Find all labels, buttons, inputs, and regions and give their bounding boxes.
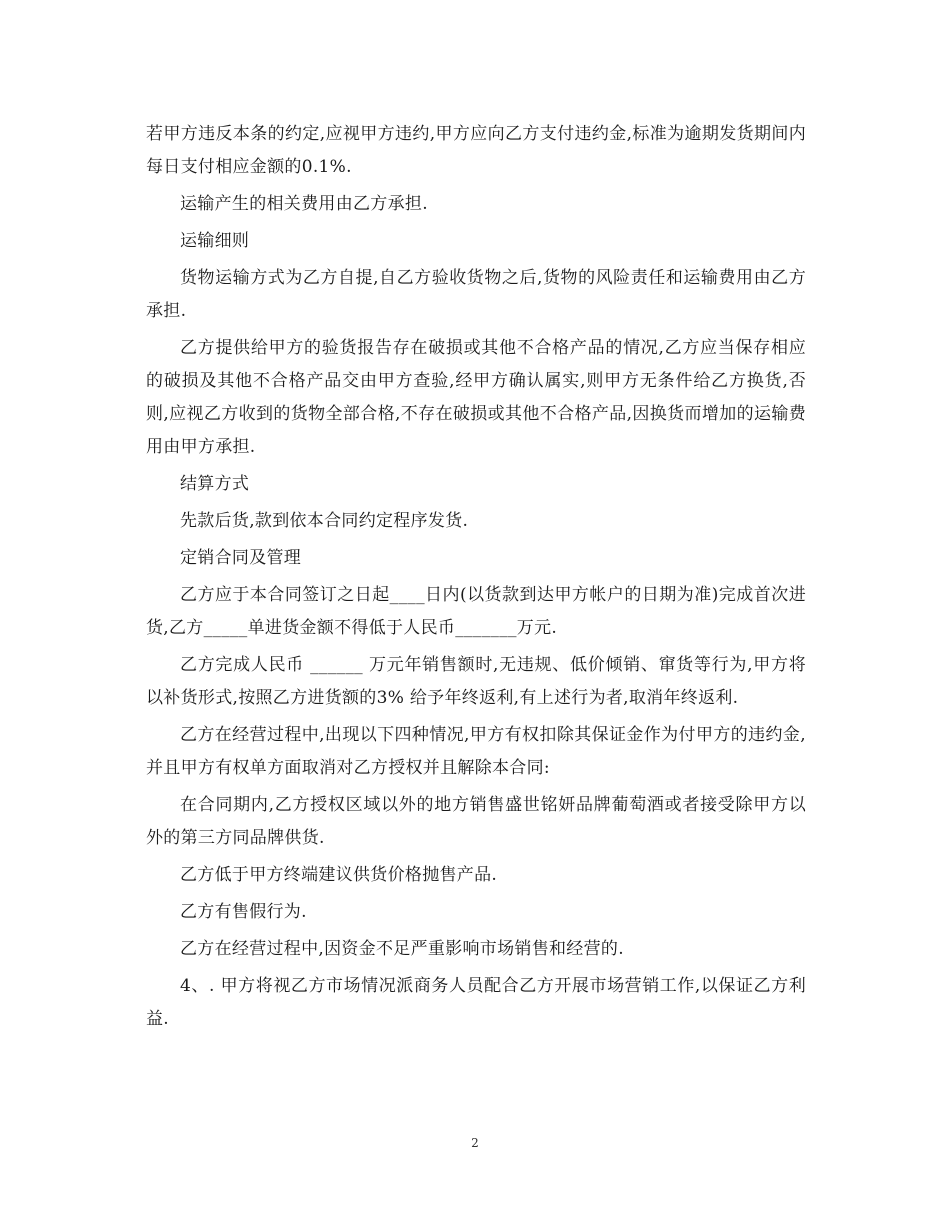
heading-settlement-method: 结算方式 [180, 474, 250, 494]
heading-transport-rules: 运输细则 [180, 231, 250, 251]
paragraph-transport-cost: 运输产生的相关费用由乙方承担. [180, 194, 428, 214]
paragraph-condition-low-price: 乙方低于甲方终端建议供货价格抛售产品. [180, 865, 498, 885]
paragraph-annual-rebate: 乙方完成人民币 ______ 万元年销售额时,无违规、低价倾销、窜货等行为,甲方将以补货形式,按照乙方进货额的3% 给予年终返利,有上述行为者,取消年终返利. [146, 655, 806, 708]
paragraph-inspection-report: 乙方提供给甲方的验货报告存在破损或其他不合格产品的情况,乙方应当保存相应的破损及其他不合格产品交由甲方查验,经甲方确认属实,则甲方无条件给乙方换货,否则,应视乙方收到的货物全部合格,不存在破损或其他不合格产品,因换货而增加的运输费用由甲方承担. [146, 338, 806, 457]
page-number: 2 [471, 1136, 479, 1150]
document-body [146, 118, 806, 1040]
paragraph-condition-territory: 在合同期内,乙方授权区域以外的地方销售盛世铭妍品牌葡萄酒或者接受除甲方以外的第三方同品牌供货. [146, 795, 806, 848]
heading-sales-contract-management: 定销合同及管理 [180, 548, 302, 568]
paragraph-condition-insufficient-funds: 乙方在经营过程中,因资金不足严重影响市场销售和经营的. [180, 939, 624, 959]
paragraph-first-purchase: 乙方应于本合同签订之日起____日内(以货款到达甲方帐户的日期为准)完成首次进货,乙方_____单进货金额不得低于人民币_______万元. [146, 585, 806, 638]
paragraph-condition-counterfeit: 乙方有售假行为. [180, 902, 307, 922]
paragraph-marketing-support: 4、. 甲方将视乙方市场情况派商务人员配合乙方开展市场营销工作,以保证乙方利益. [146, 976, 806, 1029]
paragraph-payment-before-delivery: 先款后货,款到依本合同约定程序发货. [180, 511, 469, 531]
paragraph-four-conditions: 乙方在经营过程中,出现以下四种情况,甲方有权扣除其保证金作为付甲方的违约金,并且甲方有权单方面取消对乙方授权并且解除本合同: [146, 725, 806, 778]
paragraph-transport-method: 货物运输方式为乙方自提,自乙方验收货物之后,货物的风险责任和运输费用由乙方承担. [146, 268, 806, 321]
paragraph-penalty-clause: 若甲方违反本条的约定,应视甲方违约,甲方应向乙方支付违约金,标准为逾期发货期间内每日支付相应金额的0.1%. [146, 124, 806, 177]
